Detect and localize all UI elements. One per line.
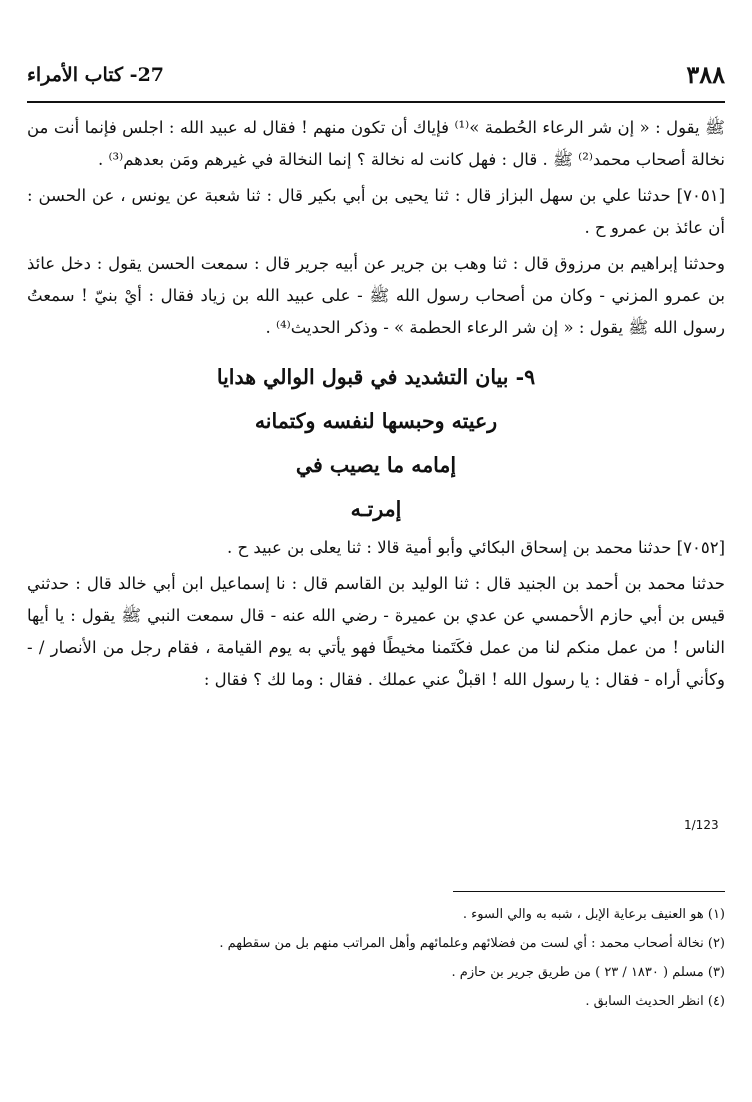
footnote: (٤) انظر الحديث السابق . — [585, 994, 725, 1009]
section-title-line: إمرتـه — [350, 497, 402, 521]
hadith-paragraph: [٧٠٥١] حدثنا علي بن سهل البزاز قال : ثنا يحيى بن أبي بكير قال : ثنا شعبة عن يونس ، عن الحسن : أن عائذ بن عمرو ح . — [27, 186, 725, 237]
section-title-line: ٩- بيان التشديد في قبول الوالي هدايا — [216, 365, 536, 389]
footnotes — [27, 900, 725, 1016]
manuscript-folio-marker: 1/123 — [684, 818, 719, 832]
section-title-line: رعيته وحبسها لنفسه وكتمانه — [254, 409, 498, 433]
section-title-line: إمامه ما يصيب في — [295, 453, 457, 477]
hadith-paragraph: حدثنا محمد بن أحمد بن الجنيد قال : ثنا الوليد بن القاسم قال : نا إسماعيل ابن أبي خالد قال : حدثني قيس بن أبي حازم الأحمسي عن عدي بن عميرة - رضي الله عنه - قال سمعت النبي ﷺ يقول : يا أيها الناس ! من عمل منكم لنا من عمل فكَتَمنا مخيطًا فهو يأتي به يوم القيامة ، فقام رجل من الأنصار / - وكأني أراه - فقال : يا رسول الله ! اقبلْ عني عملك . فقال : وما لك ؟ فقال : — [27, 574, 725, 689]
header-divider — [27, 101, 725, 103]
footnote-divider — [453, 891, 725, 892]
hadith-paragraph: ﷺ يقول : « إن شر الرعاء الحُطمة »⁽¹⁾ فإياك أن تكون منهم ! فقال له عبيد الله : اجلس فإنما أنت من نخالة أصحاب محمد⁽²⁾ ﷺ . قال : فهل كانت له نخالة ؟ إنما النخالة في غيرهم ومَن بعدهم⁽³⁾ . — [27, 118, 725, 169]
chapter-title: 27- كتاب الأمراء — [27, 64, 165, 86]
footnote: (٣) مسلم ( ١٨٣٠ / ٢٣ ) من طريق جرير بن حازم . — [451, 965, 725, 980]
section-heading — [27, 356, 725, 530]
page-body — [27, 112, 725, 696]
spacer — [27, 344, 725, 354]
page-number: ٣٨٨ — [686, 60, 725, 89]
footnote: (٢) نخالة أصحاب محمد : أي لست من فضلائهم وعلمائهم وأهل المراتب منهم بل من سقطهم . — [219, 936, 725, 951]
hadith-paragraph: وحدثنا إبراهيم بن مرزوق قال : ثنا وهب بن جرير عن أبيه جرير قال : سمعت الحسن يقول : دخل عائذ بن عمرو المزني - وكان من أصحاب رسول الله ﷺ - على عبيد الله بن زياد فقال : أيْ بنيّ ! سمعتُ رسول الله ﷺ يقول : « إن شر الرعاء الحطمة » - وذكر الحديث⁽⁴⁾ . — [27, 254, 725, 337]
page-header — [27, 58, 725, 98]
hadith-paragraph: [٧٠٥٢] حدثنا محمد بن إسحاق البكائي وأبو أمية قالا : ثنا يعلى بن عبيد ح . — [227, 538, 725, 557]
footnote: (١) هو العنيف برعاية الإبل ، شبه به والي السوء . — [462, 907, 725, 922]
